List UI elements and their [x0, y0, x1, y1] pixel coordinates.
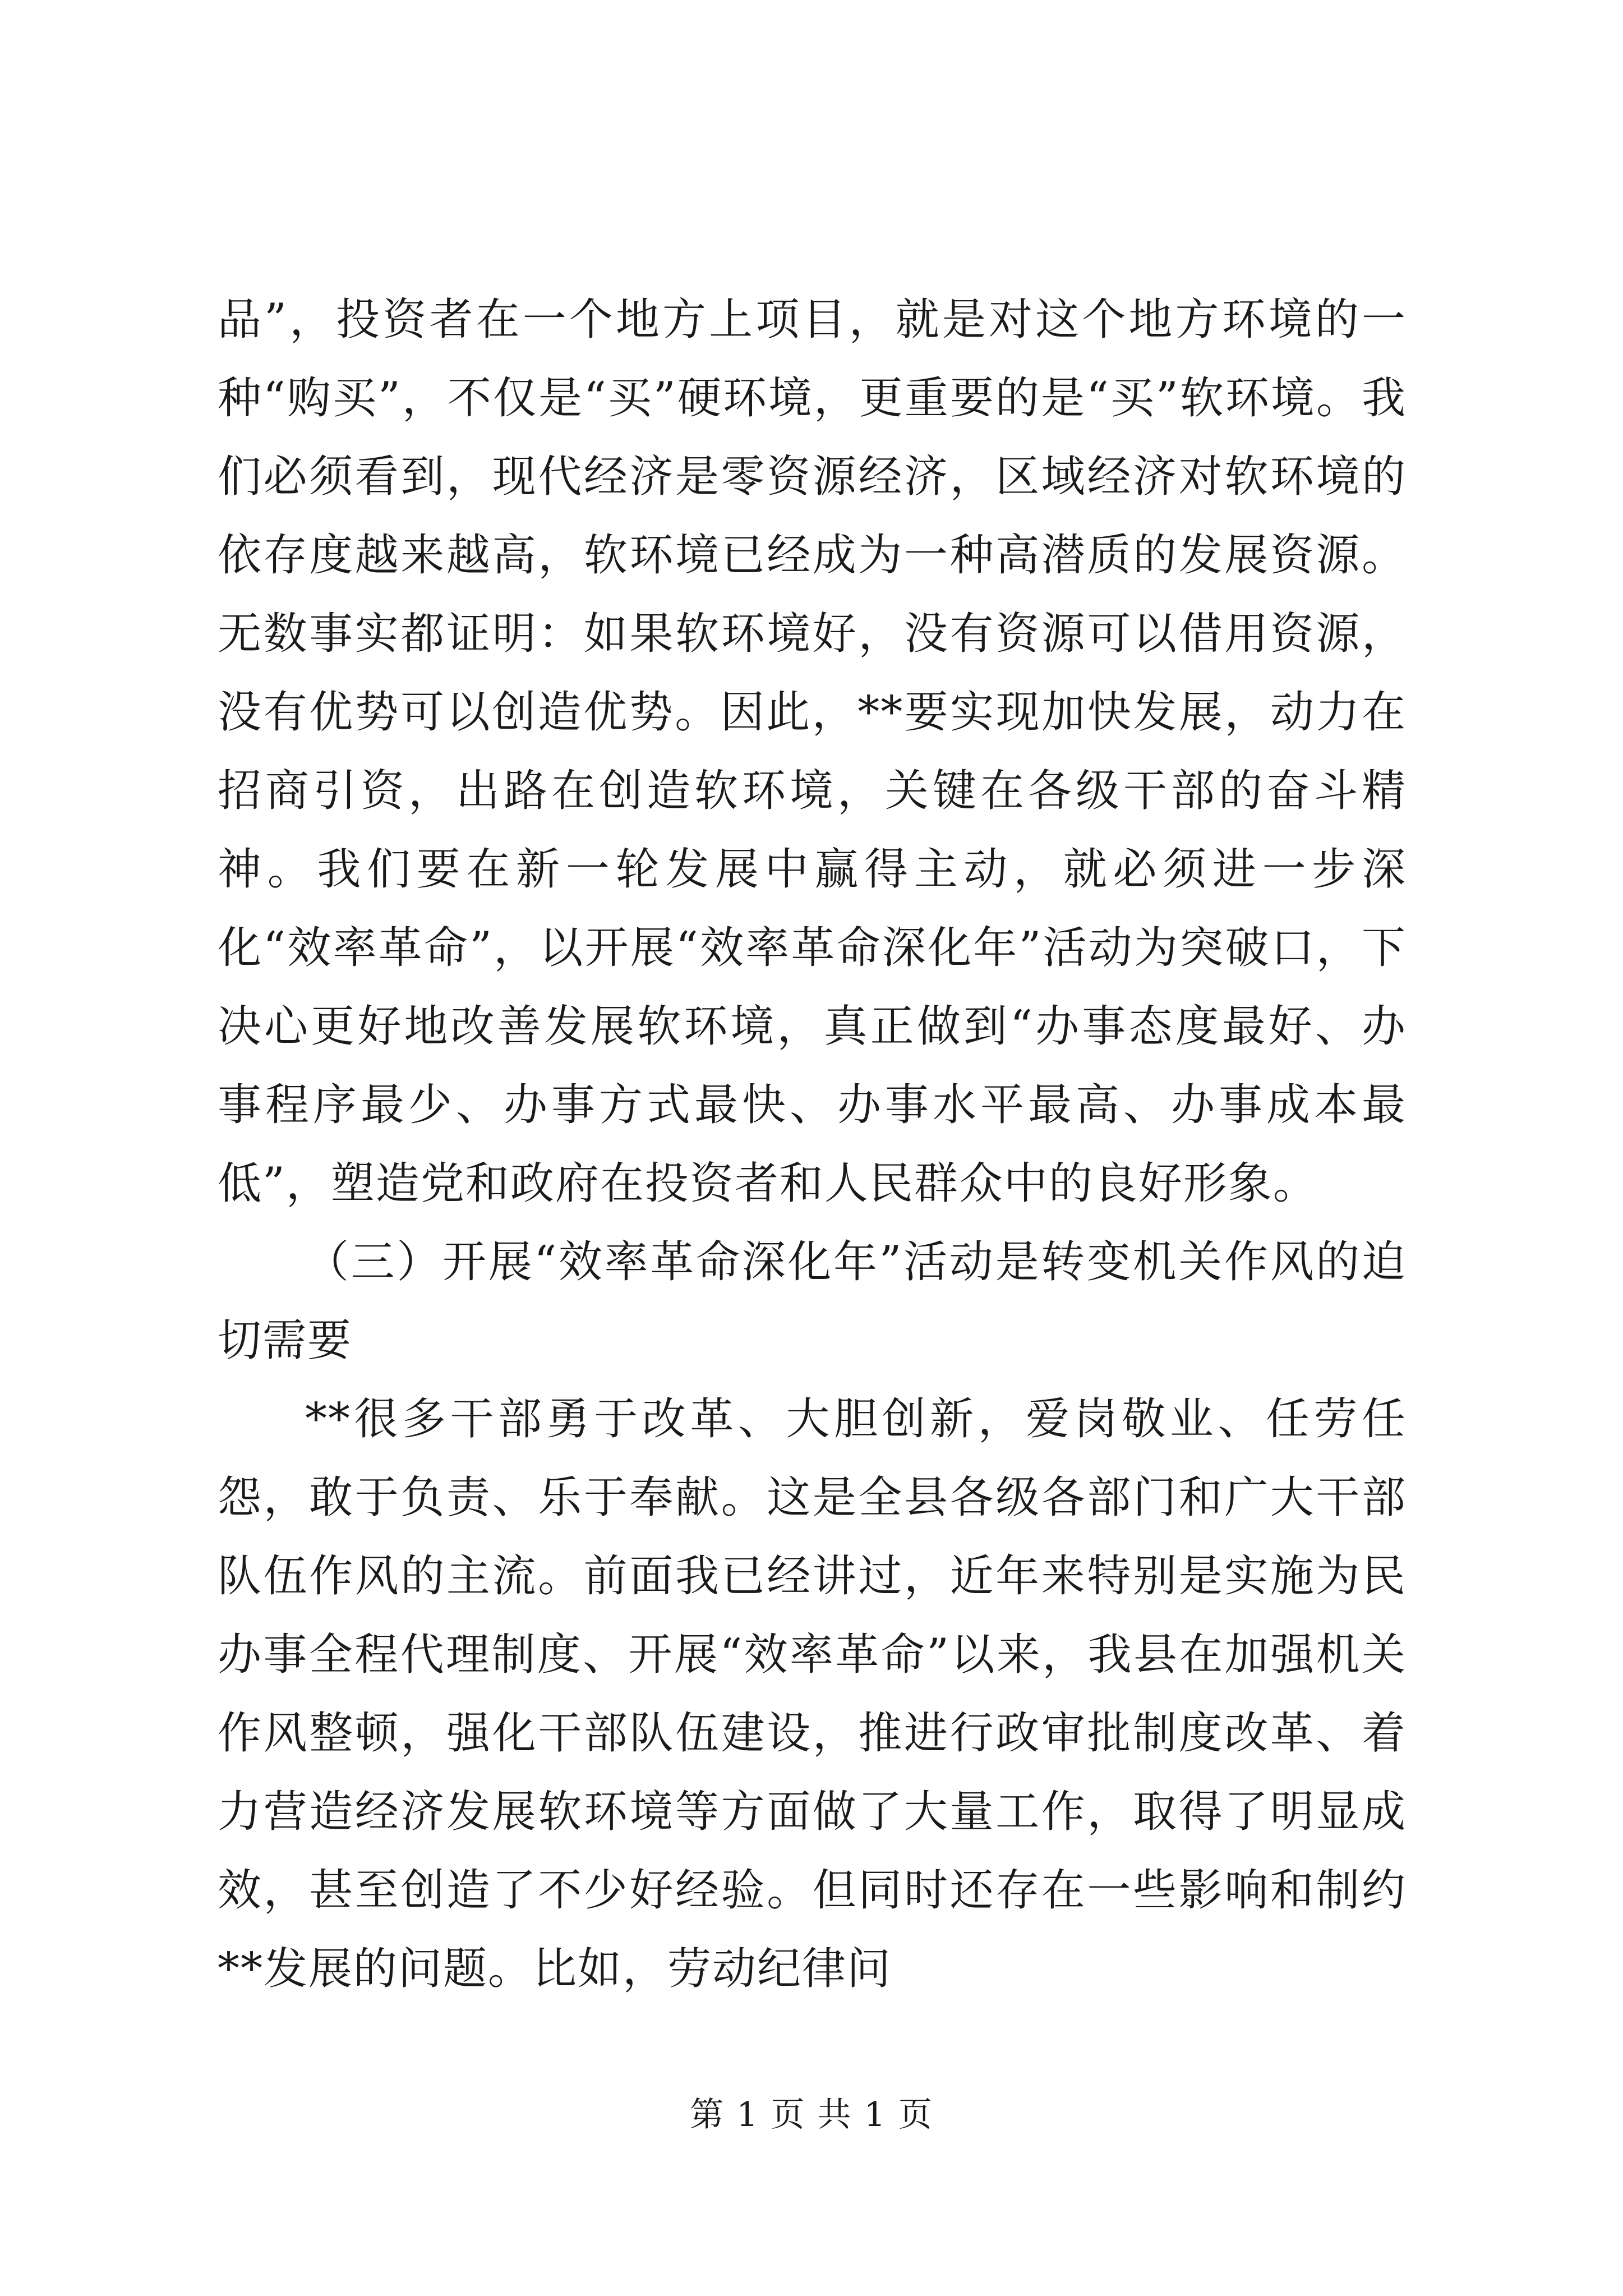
- section-heading-3: （三）开展“效率革命深化年”活动是转变机关作风的迫切需要: [218, 1237, 1407, 1366]
- paragraph-cadres: **很多干部勇于改革、大胆创新，爱岗敬业、任劳任怨，敢于负责、乐于奉献。这是全县各级各部门和广大干部队伍作风的主流。前面我已经讲过，近年来特别是实施为民办事全程代理制度、开展“效率革命”以来，我县在加强机关作风整顿，强化干部队伍建设，推进行政审批制度改革、着力营造经济发展软环境等方面做了大量工作，取得了明显成效，甚至创造了不少好经验。但同时还存在一些影响和制约**发展的问题。比如，劳动纪律问: [218, 1394, 1407, 1994]
- paragraph-environment: 品”，投资者在一个地方上项目，就是对这个地方环境的一种“购买”，不仅是“买”硬环境，更重要的是“买”软环境。我们必须看到，现代经济是零资源经济，区域经济对软环境的依存度越来越高，软环境已经成为一种高潜质的发展资源。无数事实都证明：如果软环境好，没有资源可以借用资源，没有优势可以创造优势。因此，**要实现加快发展，动力在招商引资，出路在创造软环境，关键在各级干部的奋斗精神。我们要在新一轮发展中赢得主动，就必须进一步深化“效率革命”，以开展“效率革命深化年”活动为突破口，下决心更好地改善发展软环境，真正做到“办事态度最好、办事程序最少、办事方式最快、办事水平最高、办事成本最低”，塑造党和政府在投资者和人民群众中的良好形象。: [218, 295, 1407, 1209]
- document-body: [218, 280, 1407, 2008]
- page-footer: 第 1 页 共 1 页: [690, 2095, 933, 2134]
